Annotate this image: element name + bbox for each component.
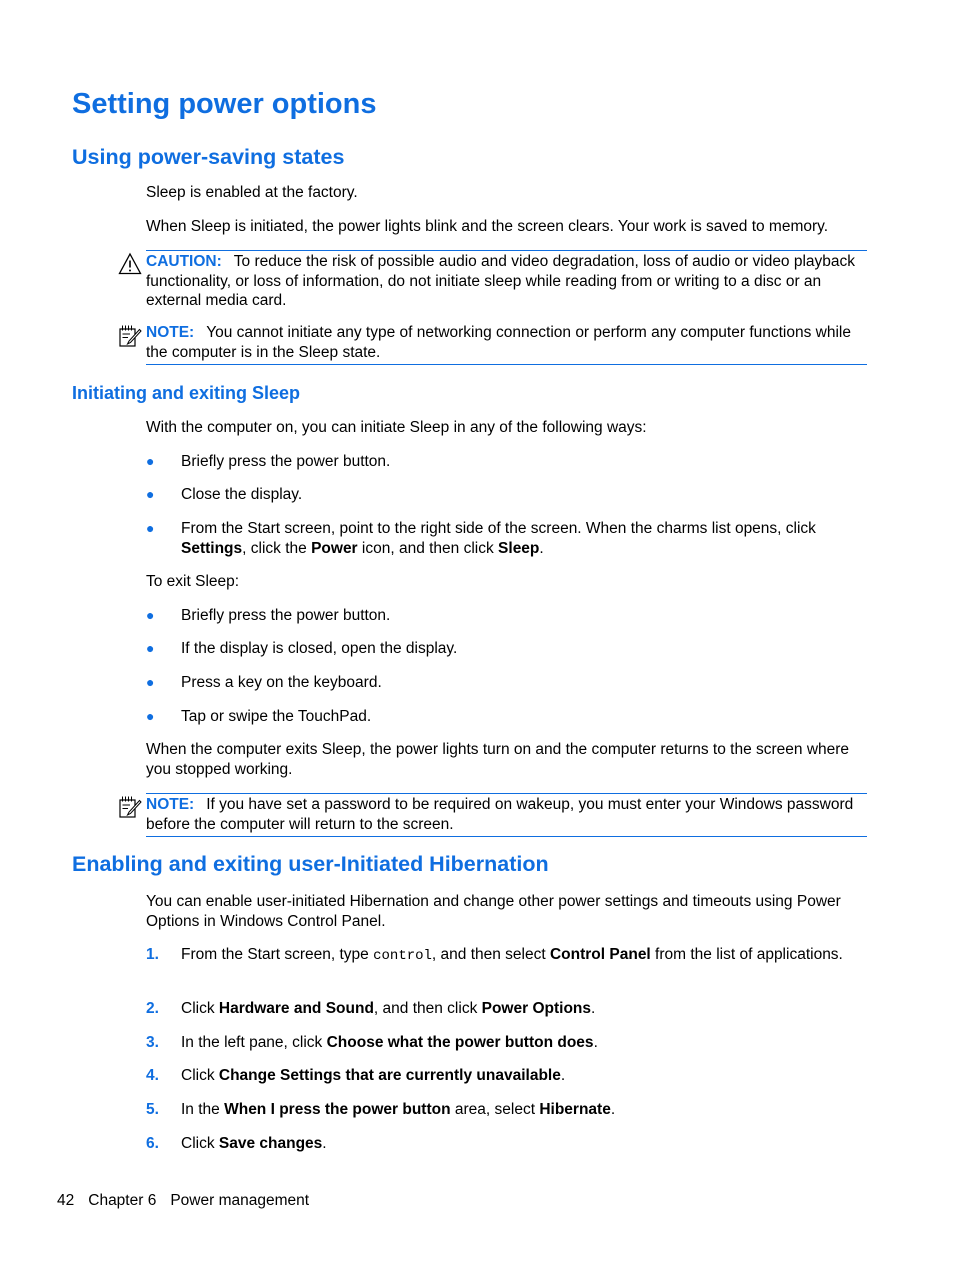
page-title: Setting power options [72,88,377,120]
list-item: Close the display. [181,486,303,503]
section-heading-hibernation: Enabling and exiting user-Initiated Hibernation [72,852,549,876]
chapter-title: Power management [170,1192,310,1209]
bullet-icon: ● [146,708,155,724]
paragraph-sleep-intro: With the computer on, you can initiate Sleep in any of the following ways: [146,419,647,436]
step-number: 1. [146,946,159,963]
list-item: Press a key on the keyboard. [181,674,382,691]
list-item: From the Start screen, point to the right side of the screen. When the charms list opens, click Settings, click the Power icon, and then click Sleep. [181,520,816,557]
caution-label: CAUTION: [146,253,222,270]
list-item: Click Hardware and Sound, and then click Power Options. [181,1000,596,1017]
bullet-icon: ● [146,607,155,623]
note-icon [118,324,142,348]
paragraph-exit-intro: To exit Sleep: [146,573,240,590]
note-label: NOTE: [146,796,195,813]
note-box-sleep-state [146,323,867,365]
page-number: 42 [57,1192,75,1209]
step-number: 2. [146,1000,159,1017]
list-item: Tap or swipe the TouchPad. [181,708,372,725]
chapter-label: Chapter 6 [88,1192,157,1209]
paragraph-exits-sleep: When the computer exits Sleep, the power lights turn on and the computer returns to the screen where you stopped working. [146,741,850,778]
list-item: If the display is closed, open the display. [181,640,458,657]
list-item: In the left pane, click Choose what the power button does. [181,1034,598,1051]
step-number: 4. [146,1067,159,1084]
bullet-icon: ● [146,520,155,536]
note-text: You cannot initiate any type of networking connection or perform any computer functions while the computer is in the Sleep state. [146,324,851,361]
step-number: 3. [146,1034,159,1051]
bullet-icon: ● [146,453,155,469]
list-item: Briefly press the power button. [181,607,391,624]
list-item: Click Save changes. [181,1135,327,1152]
step-number: 6. [146,1135,159,1152]
note-icon [118,795,142,819]
note-label: NOTE: [146,324,195,341]
paragraph-sleep-initiated: When Sleep is initiated, the power lights blink and the screen clears. Your work is saved to memory. [146,218,829,235]
list-item: From the Start screen, type control, and then select Control Panel from the list of applications. [181,946,843,964]
section-heading-sleep: Initiating and exiting Sleep [72,383,301,403]
bullet-icon: ● [146,674,155,690]
paragraph-sleep-enabled: Sleep is enabled at the factory. [146,184,358,201]
paragraph-hibernation-intro: You can enable user-initiated Hibernation and change other power settings and timeouts using Power Options in Windows Control Panel. [146,893,841,930]
caution-icon [118,252,142,276]
note-box-password [146,793,867,837]
bullet-icon: ● [146,486,155,502]
page-footer [57,1192,323,1210]
bullet-icon: ● [146,640,155,656]
caution-text: To reduce the risk of possible audio and video degradation, loss of audio or video playback functionality, or loss of information, do not initiate sleep while reading from or writing to a disc or an external media card. [146,253,856,309]
list-item: Briefly press the power button. [181,453,391,470]
list-item: Click Change Settings that are currently unavailable. [181,1067,566,1084]
step-number: 5. [146,1101,159,1118]
note-text: If you have set a password to be required on wakeup, you must enter your Windows password before the computer will return to the screen. [146,796,854,833]
section-heading-power-saving: Using power-saving states [72,145,345,169]
caution-box [146,250,867,311]
list-item: In the When I press the power button area, select Hibernate. [181,1101,616,1118]
